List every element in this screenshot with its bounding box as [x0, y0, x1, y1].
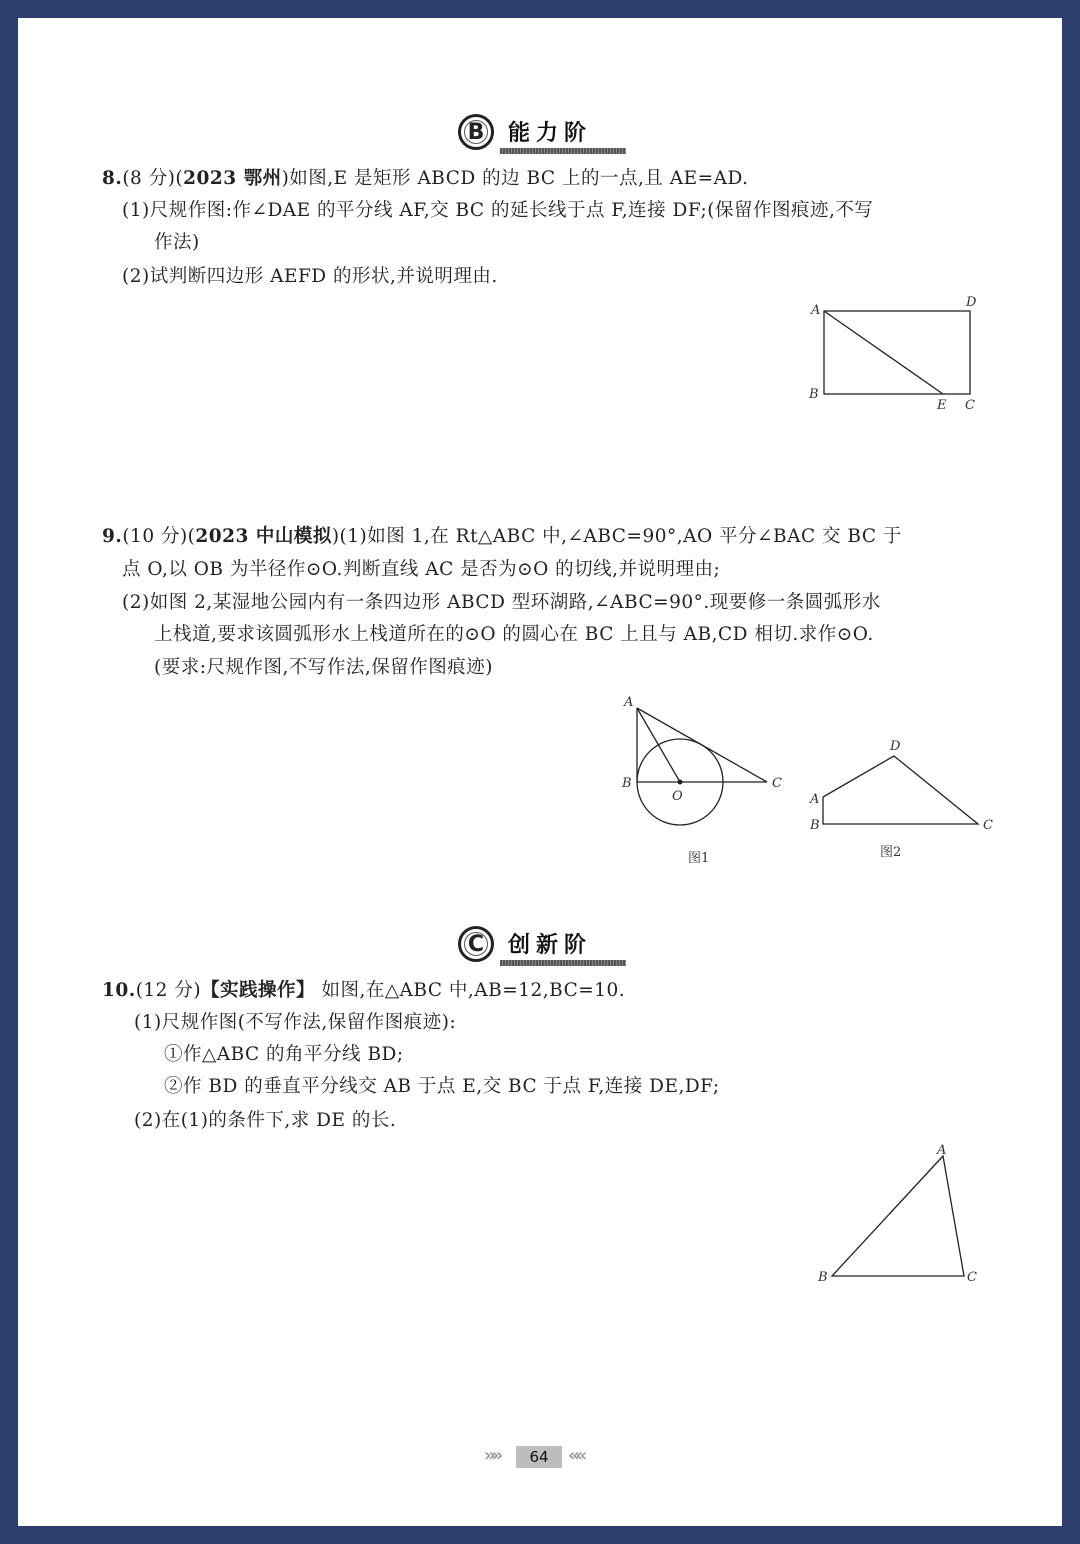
- q9f2-label-c: C: [983, 818, 993, 833]
- q9-line1: [102, 524, 902, 550]
- section-letter-b: B: [458, 114, 494, 150]
- q9f2-caption: 图2: [880, 845, 902, 860]
- q9-line5: (要求:尺规作图,不写作法,保留作图痕迹): [154, 657, 493, 678]
- q8-figure: [798, 294, 998, 418]
- q9-figure-1: [610, 690, 790, 870]
- q8-score: (8 分)(: [122, 168, 184, 189]
- q10-label-b: B: [818, 1270, 828, 1285]
- q9-number: 9.: [102, 526, 123, 547]
- q8-line3: 作法): [154, 232, 200, 253]
- q10-line1: [102, 978, 625, 1004]
- q8-segment-ae: [824, 311, 943, 394]
- q10-line3: ①作△ABC 的角平分线 BD;: [164, 1044, 404, 1065]
- page-number-right-arrows: ««: [568, 1445, 584, 1466]
- q9f1-label-c: C: [772, 776, 782, 791]
- section-title-c: 创新阶: [508, 933, 593, 958]
- q9f2-label-d: D: [890, 739, 901, 754]
- q9f2-label-b: B: [810, 818, 820, 833]
- worksheet-page: [18, 18, 1062, 1526]
- q10-tag: 【实践操作】: [201, 980, 316, 1001]
- q9-text-1: )(1)如图 1,在 Rt△ABC 中,∠ABC=90°,AO 平分∠BAC 交 BC 于: [331, 526, 902, 547]
- q8-text-1: )如图,E 是矩形 ABCD 的边 BC 上的一点,且 AE=AD.: [281, 168, 749, 189]
- section-title-b: 能力阶: [508, 121, 593, 146]
- section-underline-c: [500, 960, 626, 966]
- q10-line4: ②作 BD 的垂直平分线交 AB 于点 E,交 BC 于点 F,连接 DE,DF;: [164, 1076, 720, 1097]
- q8-number: 8.: [102, 168, 123, 189]
- section-header-b: [458, 114, 638, 158]
- q9f2-quadrilateral: [823, 756, 978, 824]
- q9f1-center-dot: [678, 780, 683, 785]
- q9-line3: (2)如图 2,某湿地公园内有一条四边形 ABCD 型环湖路,∠ABC=90°.现要修一条圆弧形水: [122, 592, 881, 613]
- q8-line2: (1)尺规作图:作∠DAE 的平分线 AF,交 BC 的延长线于点 F,连接 DF;(保留作图痕迹,不写: [122, 200, 874, 221]
- section-header-c: [458, 926, 638, 970]
- q10-triangle: [832, 1156, 964, 1276]
- q8-label-e: E: [937, 398, 947, 413]
- q9f1-label-o: O: [672, 789, 683, 804]
- q8-label-c: C: [965, 398, 975, 413]
- page-number-left-arrows: »»: [484, 1445, 500, 1466]
- q10-line5: (2)在(1)的条件下,求 DE 的长.: [134, 1110, 397, 1131]
- q10-figure: [808, 1138, 998, 1288]
- q8-label-d: D: [966, 295, 977, 310]
- q10-text-1: 如图,在△ABC 中,AB=12,BC=10.: [321, 980, 626, 1001]
- q9f2-label-a: A: [810, 792, 820, 807]
- q8-line1: [102, 166, 749, 192]
- q9f1-label-b: B: [622, 776, 632, 791]
- q9-line4: 上栈道,要求该圆弧形水上栈道所在的⊙O 的圆心在 BC 上且与 AB,CD 相切.求作⊙O.: [154, 624, 874, 645]
- section-letter-c: C: [458, 926, 494, 962]
- section-underline-b: [500, 148, 626, 154]
- q9f1-caption: 图1: [688, 851, 710, 866]
- q9-source: 2023 中山模拟: [195, 526, 332, 547]
- q9-figure-2: [798, 736, 998, 871]
- q10-label-a: A: [937, 1143, 947, 1158]
- q9f1-label-a: A: [624, 695, 634, 710]
- q10-number: 10.: [102, 980, 136, 1001]
- q10-label-c: C: [967, 1270, 977, 1285]
- q10-line2: (1)尺规作图(不写作法,保留作图痕迹):: [134, 1012, 457, 1033]
- page-number: 64: [516, 1446, 562, 1468]
- q8-label-a: A: [811, 303, 821, 318]
- q10-score: (12 分): [135, 980, 202, 1001]
- q8-line4: (2)试判断四边形 AEFD 的形状,并说明理由.: [122, 266, 498, 287]
- q8-source: 2023 鄂州: [183, 168, 282, 189]
- q8-label-b: B: [809, 387, 819, 402]
- q9-line2: 点 O,以 OB 为半径作⊙O.判断直线 AC 是否为⊙O 的切线,并说明理由;: [122, 559, 721, 580]
- q8-rectangle: [824, 311, 970, 394]
- q9-score: (10 分)(: [122, 526, 196, 547]
